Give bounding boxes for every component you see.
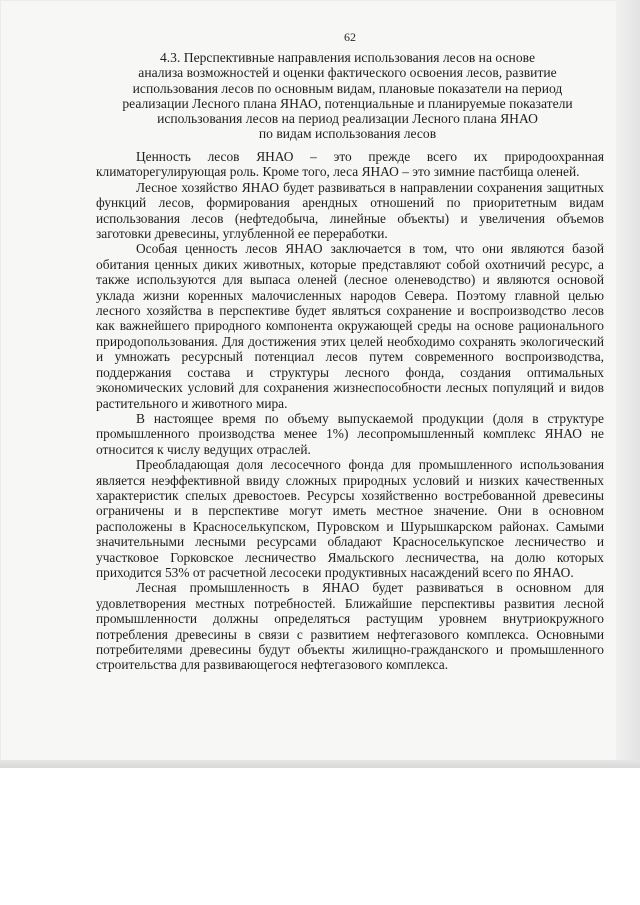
heading-line: использования лесов по основным видам, плановые показатели на период (132, 80, 563, 96)
body-text (96, 149, 604, 673)
section-heading (90, 50, 605, 142)
heading-line: по видам использования лесов (258, 126, 437, 142)
paragraph: Ценность лесов ЯНАО – это прежде всего их природоохранная климаторегулирующая роль. Кроме того, леса ЯНАО – это зимние пастбища оленей. (96, 149, 604, 180)
paragraph: Лесная промышленность в ЯНАО будет развиваться в основном для удовлетворения местных потребностей. Ближайшие перспективы развития лесной промышленности должны определяться растущим уровнем внутриокружного потребления древесины в связи с развитием нефтегазового комплекса. Основными потребителями древесины будут объекты жилищно-гражданского и промышленного строительства для развивающегося нефтегазового комплекса. (96, 580, 604, 673)
paragraph: Лесное хозяйство ЯНАО будет развиваться в направлении сохранения защитных функций лесов, формирования арендных отношений по приоритетным видам использования лесов (нефтедобыча, линейные объекты) и увеличения объемов заготовки древесины, углубленной ее переработки. (96, 179, 604, 242)
page-number: 62 (344, 30, 356, 44)
heading-line: 4.3. Перспективные направления использования лесов на основе (159, 50, 536, 65)
heading-line: использования лесов на период реализации Лесного плана ЯНАО (157, 111, 538, 127)
paragraph: Преобладающая доля лесосечного фонда для промышленного использования является неэффективной ввиду сложных природных условий и низких качественных характеристик спелых древостоев. Ресурсы хозяйственно востребованной древесины ограничены и в перспективе могут иметь местное значение. Они в основном расположены в Красноселькупском, Пуровском и Шурышкарском районах. Самыми значительными лесными ресурсами обладают Красноселькупское лесничество и участковое Горковское лесничество Ямальского лесничества, на долю которых приходится 53% от расчетной лесосеки продуктивных насаждений всего по ЯНАО. (96, 457, 604, 580)
scan-bottom-edge (0, 760, 640, 768)
heading-line: реализации Лесного плана ЯНАО, потенциальные и планируемые показатели (122, 95, 573, 111)
paragraph: Особая ценность лесов ЯНАО заключается в том, что они являются базой обитания ценных диких животных, которые представляют собой охотничий ресурс, а также используются для выпаса оленей (лесное оленеводство) и являются основой уклада жизни коренных малочисленных народов Севера. Поэтому главной целью лесного хозяйства в перспективе будет являться сохранение и воспроизводство лесов как важнейшего природного компонента окружающей среды на основе рационального природопользования. Для достижения этих целей необходимо сохранять экологический и умножать ресурсный потенциал лесов путем современного воспроизводства, поддержания состава и структуры лесного фонда, создания оптимальных экономических условий для сохранения жизнеспособности лесных популяций и видов растительного и животного мира. (96, 241, 604, 411)
heading-line: анализа возможностей и оценки фактического освоения лесов, развитие (138, 65, 557, 81)
paragraph: В настоящее время по объему выпускаемой продукции (доля в структуре промышленного производства менее 1%) лесопромышленный комплекс ЯНАО не относится к числу ведущих отраслей. (96, 410, 604, 457)
scan-edge-shadow (616, 0, 640, 768)
